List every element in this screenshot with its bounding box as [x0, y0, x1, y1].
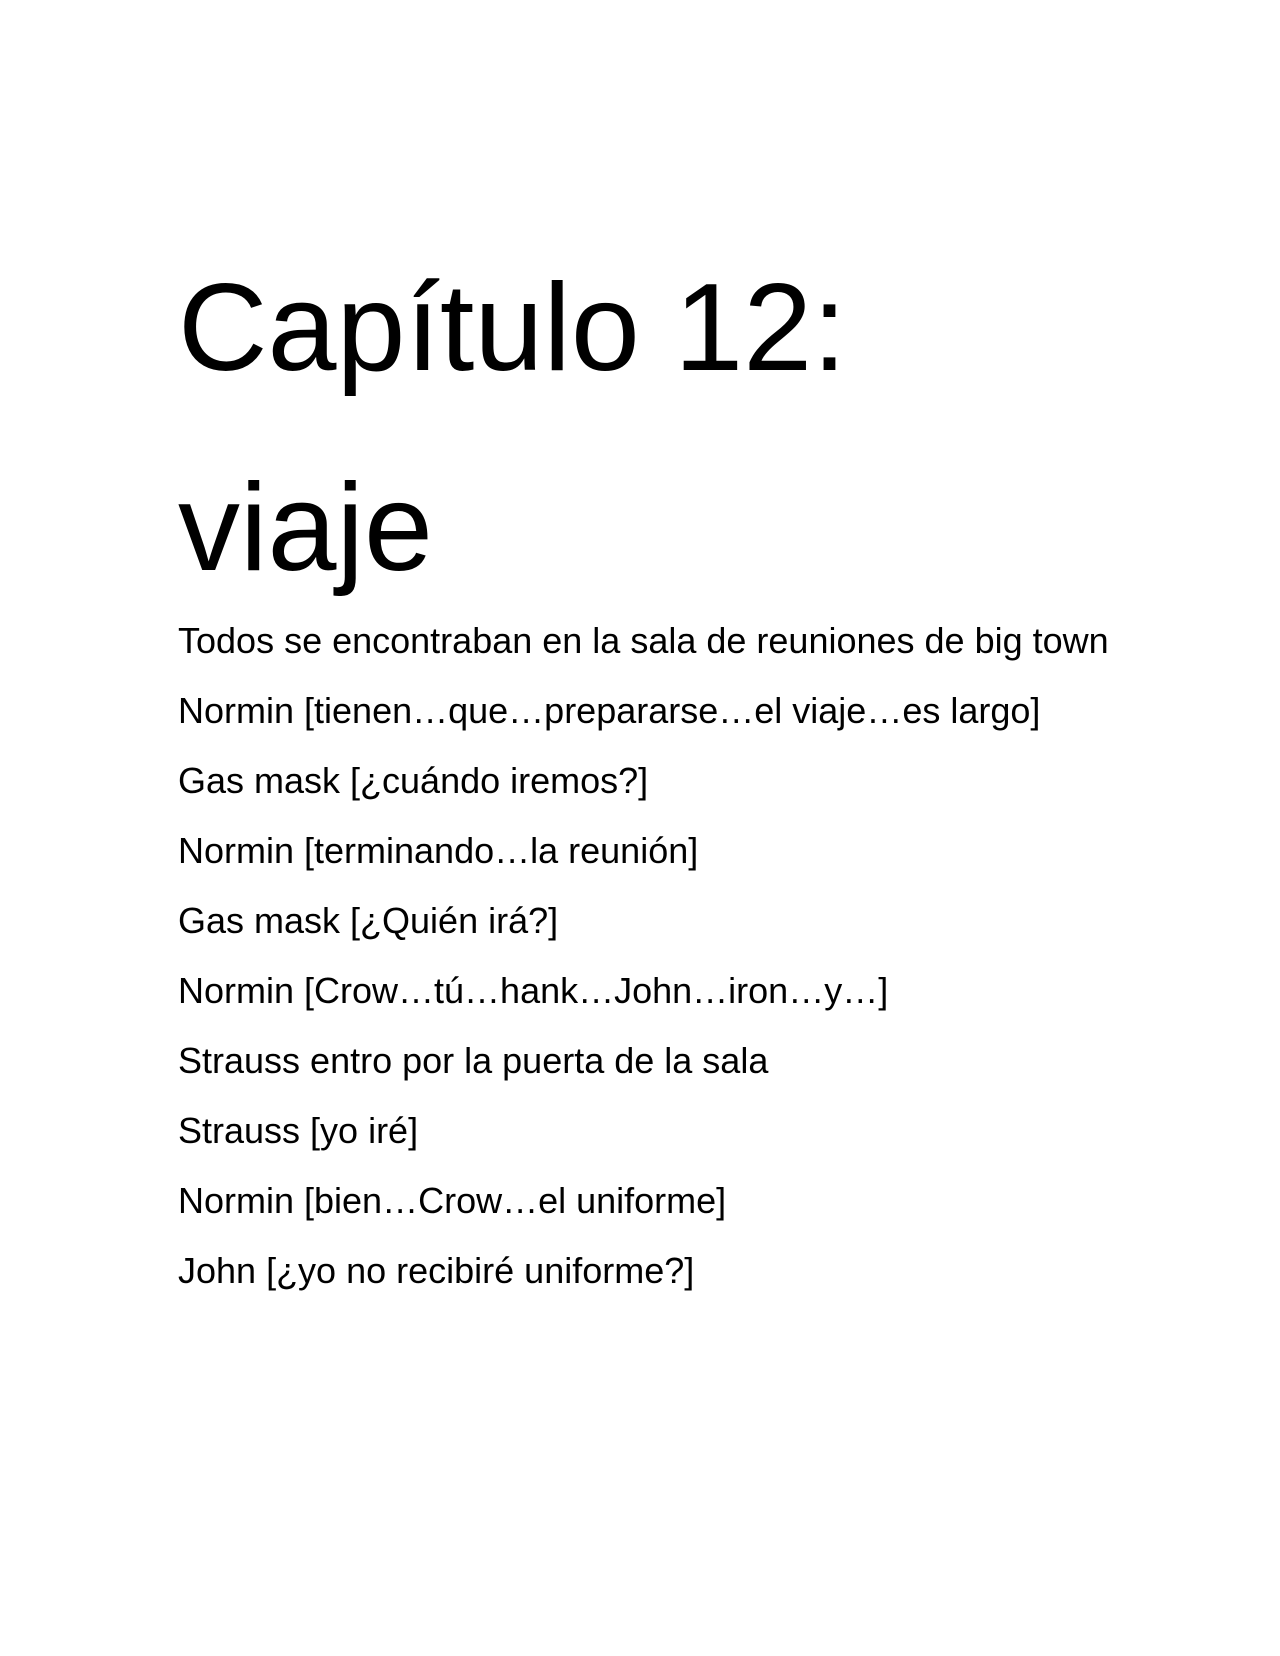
paragraph: Gas mask [¿cuándo iremos?]: [178, 760, 649, 801]
paragraph: Strauss entro por la puerta de la sala: [178, 1040, 769, 1081]
document-body: [178, 228, 1118, 1314]
chapter-title-line-1: Capítulo 12:: [178, 259, 847, 397]
paragraph: Normin [tienen…que…prepararse…el viaje…es largo]: [178, 690, 1041, 731]
paragraph: John [¿yo no recibiré uniforme?]: [178, 1250, 695, 1291]
paragraph: Normin [bien…Crow…el uniforme]: [178, 1180, 727, 1221]
chapter-title: [178, 228, 1118, 628]
paragraph: Normin [Crow…tú…hank…John…iron…y…]: [178, 970, 889, 1011]
paragraph: Strauss [yo iré]: [178, 1110, 419, 1151]
paragraph-list: [178, 614, 1118, 1298]
paragraph: Normin [terminando…la reunión]: [178, 830, 699, 871]
paragraph: Todos se encontraban en la sala de reuniones de big town: [178, 620, 1109, 661]
chapter-title-line-2: viaje: [178, 459, 434, 597]
paragraph: Gas mask [¿Quién irá?]: [178, 900, 559, 941]
